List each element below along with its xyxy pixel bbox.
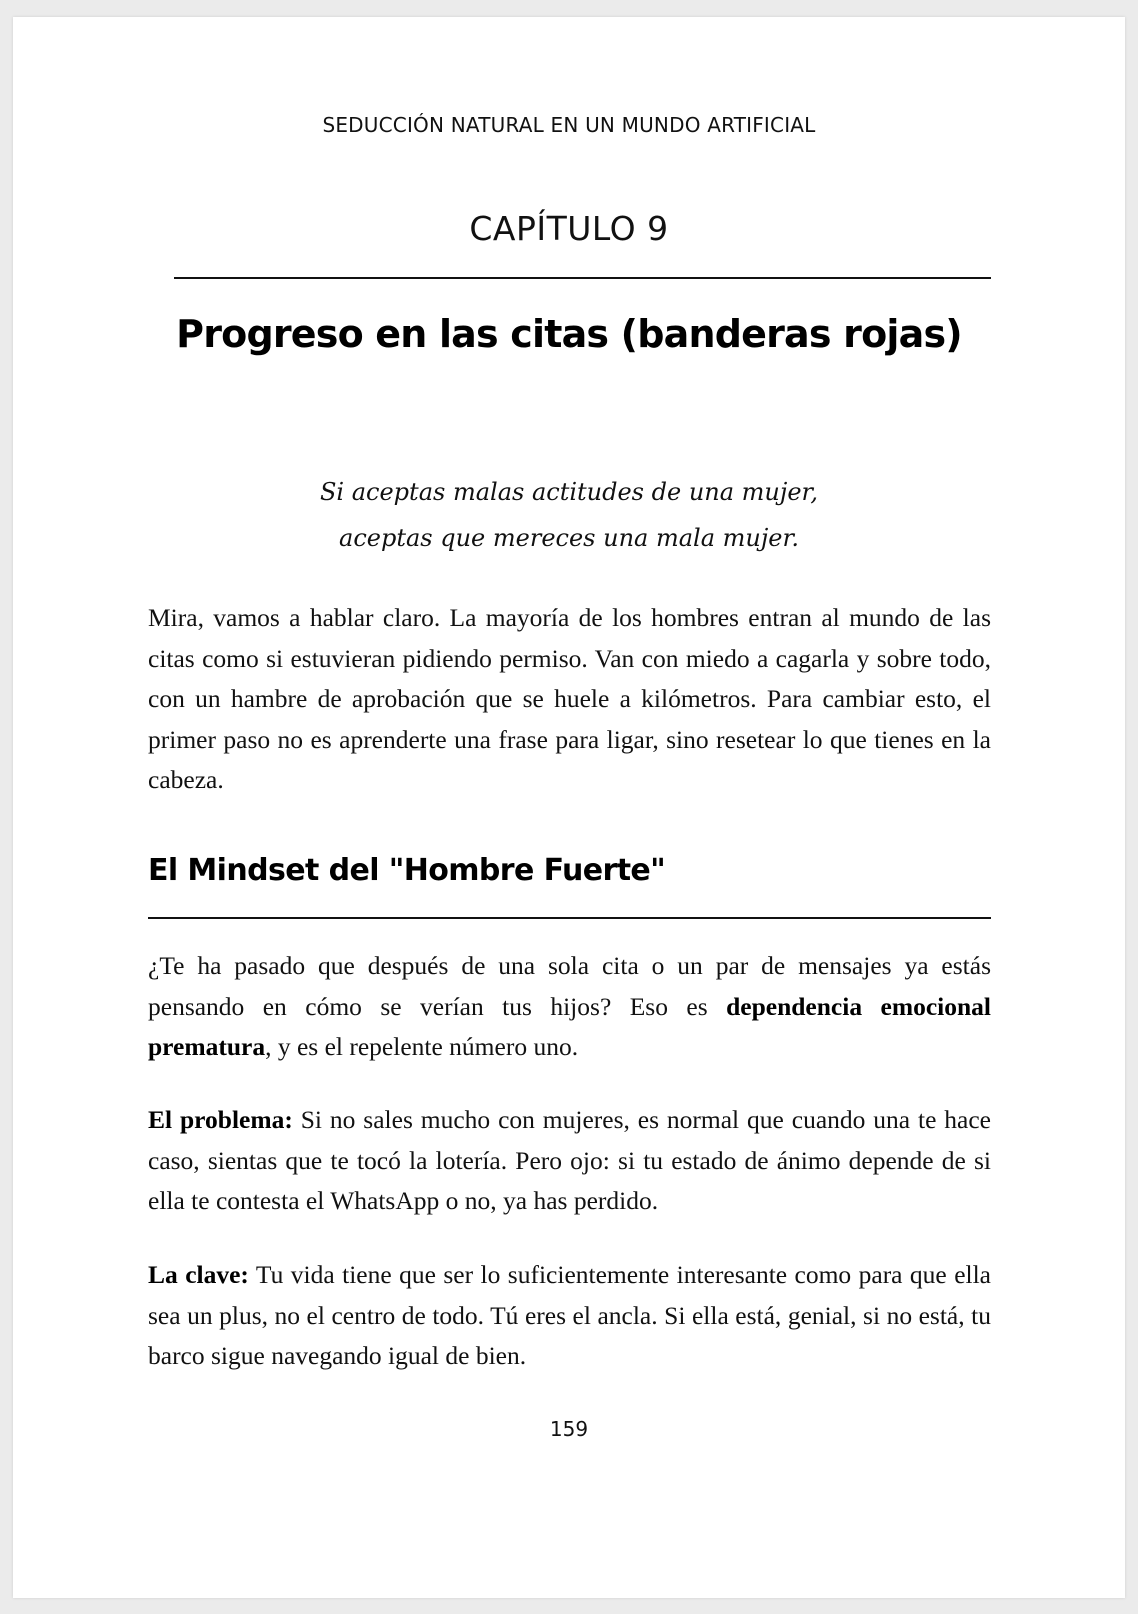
paragraph-problema-text: Si no sales mucho con mujeres, es normal que cuando una te hace caso, sientas que te tocó la lotería. Pero ojo: si tu estado de ánimo depende de si ella te contesta el WhatsApp o no, ya has perdido. bbox=[148, 1105, 991, 1215]
chapter-label: CAPÍTULO 9 bbox=[469, 209, 669, 248]
paragraph-clave-text: Tu vida tiene que ser lo suficientemente interesante como para que ella sea un plus, no el centro de todo. Tú eres el ancla. Si ella está, genial, si no está, tu barco sigue navegando igual de bien. bbox=[148, 1260, 991, 1370]
section-rule bbox=[148, 917, 991, 919]
bold-label-clave: La clave: bbox=[148, 1260, 249, 1289]
section-heading: El Mindset del "Hombre Fuerte" bbox=[148, 853, 666, 888]
paragraph-dependencia bbox=[148, 946, 991, 1068]
bold-label-problema: El problema: bbox=[148, 1105, 293, 1134]
paragraph-clave bbox=[148, 1255, 991, 1377]
paragraph-dependencia-text-end: , y es el repelente número uno. bbox=[265, 1032, 579, 1061]
bold-term-dependencia: dependencia emocional prematura bbox=[148, 991, 991, 1061]
paragraph-intro: Mira, vamos a hablar claro. La mayoría de los hombres entran al mundo de las citas como si estuvieran pidiendo permiso. Van con miedo a cagarla y sobre todo, con un hambre de aprobación que se huele a kilómetros. Para cambiar esto, el primer paso no es aprenderte una frase para ligar, sino resetear lo que tienes en la cabeza. bbox=[148, 603, 991, 794]
epigraph-line-2: aceptas que mereces una mala mujer. bbox=[339, 524, 799, 552]
paragraph-dependencia-text-start: ¿Te ha pasado que después de una sola cita o un par de mensajes ya estás pensando en cómo se verían tus hijos? Eso es bbox=[148, 951, 991, 1021]
paragraph-problema bbox=[148, 1100, 991, 1222]
chapter-title: Progreso en las citas (banderas rojas) bbox=[176, 312, 962, 356]
epigraph-line-1: Si aceptas malas actitudes de una mujer, bbox=[319, 478, 818, 506]
epigraph bbox=[13, 469, 1125, 561]
book-page bbox=[13, 17, 1125, 1598]
page-number: 159 bbox=[549, 1417, 589, 1441]
chapter-rule bbox=[174, 277, 991, 279]
running-head: SEDUCCIÓN NATURAL EN UN MUNDO ARTIFICIAL bbox=[322, 113, 816, 137]
